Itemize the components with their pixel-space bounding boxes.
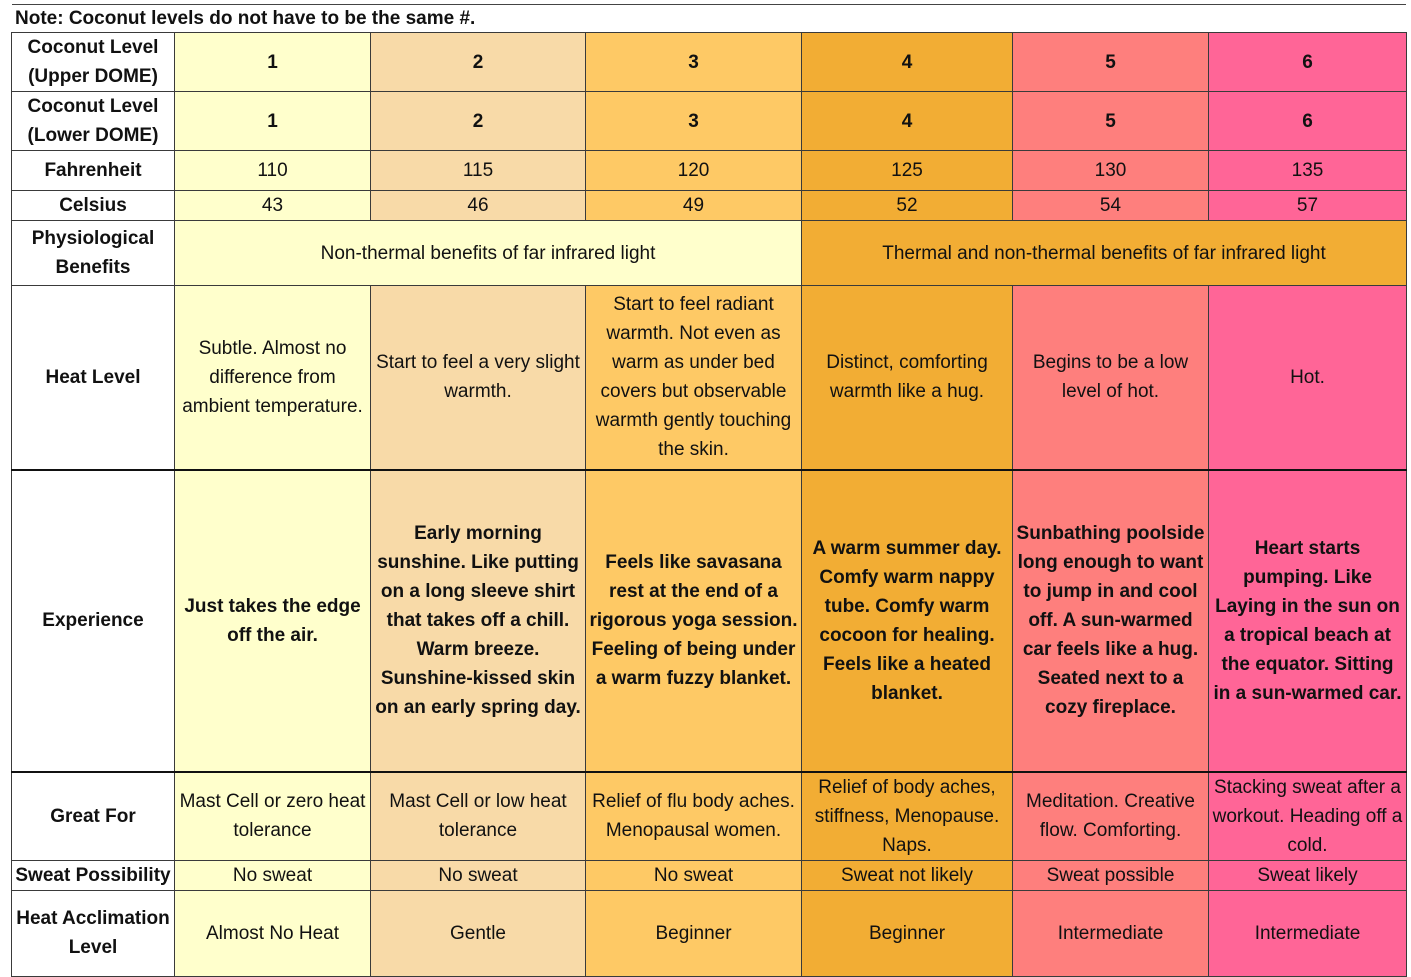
cell-celsius-4: 52 <box>802 191 1013 221</box>
cell-lower-3: 3 <box>586 92 802 151</box>
cell-celsius-1: 43 <box>175 191 371 221</box>
row-heat-level <box>12 286 1407 470</box>
row-label-celsius: Celsius <box>12 191 175 221</box>
cell-acclimation-2: Gentle <box>371 890 586 976</box>
row-label-heat-level: Heat Level <box>12 286 175 470</box>
cell-great-for-6: Stacking sweat after a workout. Heading off a cold. <box>1209 772 1407 861</box>
cell-great-for-5: Meditation. Creative flow. Comforting. <box>1013 772 1209 861</box>
cell-experience-6: Heart starts pumping. Like Laying in the sun on a tropical beach at the equator. Sitting in a sun-warmed car. <box>1209 470 1407 772</box>
cell-upper-6: 6 <box>1209 33 1407 92</box>
cell-sweat-2: No sweat <box>371 860 586 890</box>
row-upper-dome <box>12 33 1407 92</box>
row-experience <box>12 470 1407 772</box>
cell-fahrenheit-5: 130 <box>1013 151 1209 191</box>
cell-lower-1: 1 <box>175 92 371 151</box>
cell-sweat-1: No sweat <box>175 860 371 890</box>
row-label-heat-acclimation: Heat Acclimation Level <box>12 890 175 976</box>
cell-heat-5: Begins to be a low level of hot. <box>1013 286 1209 470</box>
row-celsius <box>12 191 1407 221</box>
cell-acclimation-4: Beginner <box>802 890 1013 976</box>
cell-celsius-2: 46 <box>371 191 586 221</box>
cell-upper-1: 1 <box>175 33 371 92</box>
cell-heat-6: Hot. <box>1209 286 1407 470</box>
row-label-upper-dome: Coconut Level (Upper DOME) <box>12 33 175 92</box>
coconut-level-table <box>11 32 1407 977</box>
cell-sweat-6: Sweat likely <box>1209 860 1407 890</box>
cell-heat-4: Distinct, comforting warmth like a hug. <box>802 286 1013 470</box>
cell-celsius-5: 54 <box>1013 191 1209 221</box>
cell-experience-2: Early morning sunshine. Like putting on a long sleeve shirt that takes off a chill. Warm breeze. Sunshine-kissed skin on an early spring day. <box>371 470 586 772</box>
cell-fahrenheit-1: 110 <box>175 151 371 191</box>
cell-experience-4: A warm summer day. Comfy warm nappy tube. Comfy warm cocoon for healing. Feels like a heated blanket. <box>802 470 1013 772</box>
cell-heat-2: Start to feel a very slight warmth. <box>371 286 586 470</box>
cell-upper-4: 4 <box>802 33 1013 92</box>
row-label-sweat-possibility: Sweat Possibility <box>12 860 175 890</box>
row-label-fahrenheit: Fahrenheit <box>12 151 175 191</box>
cell-lower-4: 4 <box>802 92 1013 151</box>
cell-upper-3: 3 <box>586 33 802 92</box>
row-heat-acclimation <box>12 890 1407 976</box>
cell-benefits-thermal: Thermal and non-thermal benefits of far infrared light <box>802 221 1407 286</box>
row-sweat-possibility <box>12 860 1407 890</box>
cell-fahrenheit-4: 125 <box>802 151 1013 191</box>
cell-acclimation-6: Intermediate <box>1209 890 1407 976</box>
cell-great-for-2: Mast Cell or low heat tolerance <box>371 772 586 861</box>
cell-lower-2: 2 <box>371 92 586 151</box>
row-great-for <box>12 772 1407 861</box>
cell-acclimation-3: Beginner <box>586 890 802 976</box>
cell-celsius-3: 49 <box>586 191 802 221</box>
cell-great-for-1: Mast Cell or zero heat tolerance <box>175 772 371 861</box>
row-fahrenheit <box>12 151 1407 191</box>
cell-benefits-non-thermal: Non-thermal benefits of far infrared light <box>175 221 802 286</box>
cell-great-for-3: Relief of flu body aches. Menopausal women. <box>586 772 802 861</box>
cell-experience-3: Feels like savasana rest at the end of a rigorous yoga session. Feeling of being under a warm fuzzy blanket. <box>586 470 802 772</box>
cell-fahrenheit-3: 120 <box>586 151 802 191</box>
cell-lower-5: 5 <box>1013 92 1209 151</box>
cell-upper-5: 5 <box>1013 33 1209 92</box>
cell-sweat-4: Sweat not likely <box>802 860 1013 890</box>
row-label-lower-dome: Coconut Level (Lower DOME) <box>12 92 175 151</box>
cell-fahrenheit-2: 115 <box>371 151 586 191</box>
cell-celsius-6: 57 <box>1209 191 1407 221</box>
cell-upper-2: 2 <box>371 33 586 92</box>
cell-lower-6: 6 <box>1209 92 1407 151</box>
cell-fahrenheit-6: 135 <box>1209 151 1407 191</box>
row-label-physiological-benefits: Physiological Benefits <box>12 221 175 286</box>
row-physiological-benefits <box>12 221 1407 286</box>
cell-acclimation-5: Intermediate <box>1013 890 1209 976</box>
cell-great-for-4: Relief of body aches, stiffness, Menopause. Naps. <box>802 772 1013 861</box>
row-label-great-for: Great For <box>12 772 175 861</box>
cell-acclimation-1: Almost No Heat <box>175 890 371 976</box>
row-lower-dome <box>12 92 1407 151</box>
cell-heat-3: Start to feel radiant warmth. Not even as warm as under bed covers but observable warmth gently touching the skin. <box>586 286 802 470</box>
cell-experience-5: Sunbathing poolside long enough to want to jump in and cool off. A sun-warmed car feels like a hug. Seated next to a cozy fireplace. <box>1013 470 1209 772</box>
cell-experience-1: Just takes the edge off the air. <box>175 470 371 772</box>
row-label-experience: Experience <box>12 470 175 772</box>
cell-sweat-3: No sweat <box>586 860 802 890</box>
cell-heat-1: Subtle. Almost no difference from ambient temperature. <box>175 286 371 470</box>
note-text: Note: Coconut levels do not have to be the same #. <box>12 4 1406 32</box>
cell-sweat-5: Sweat possible <box>1013 860 1209 890</box>
